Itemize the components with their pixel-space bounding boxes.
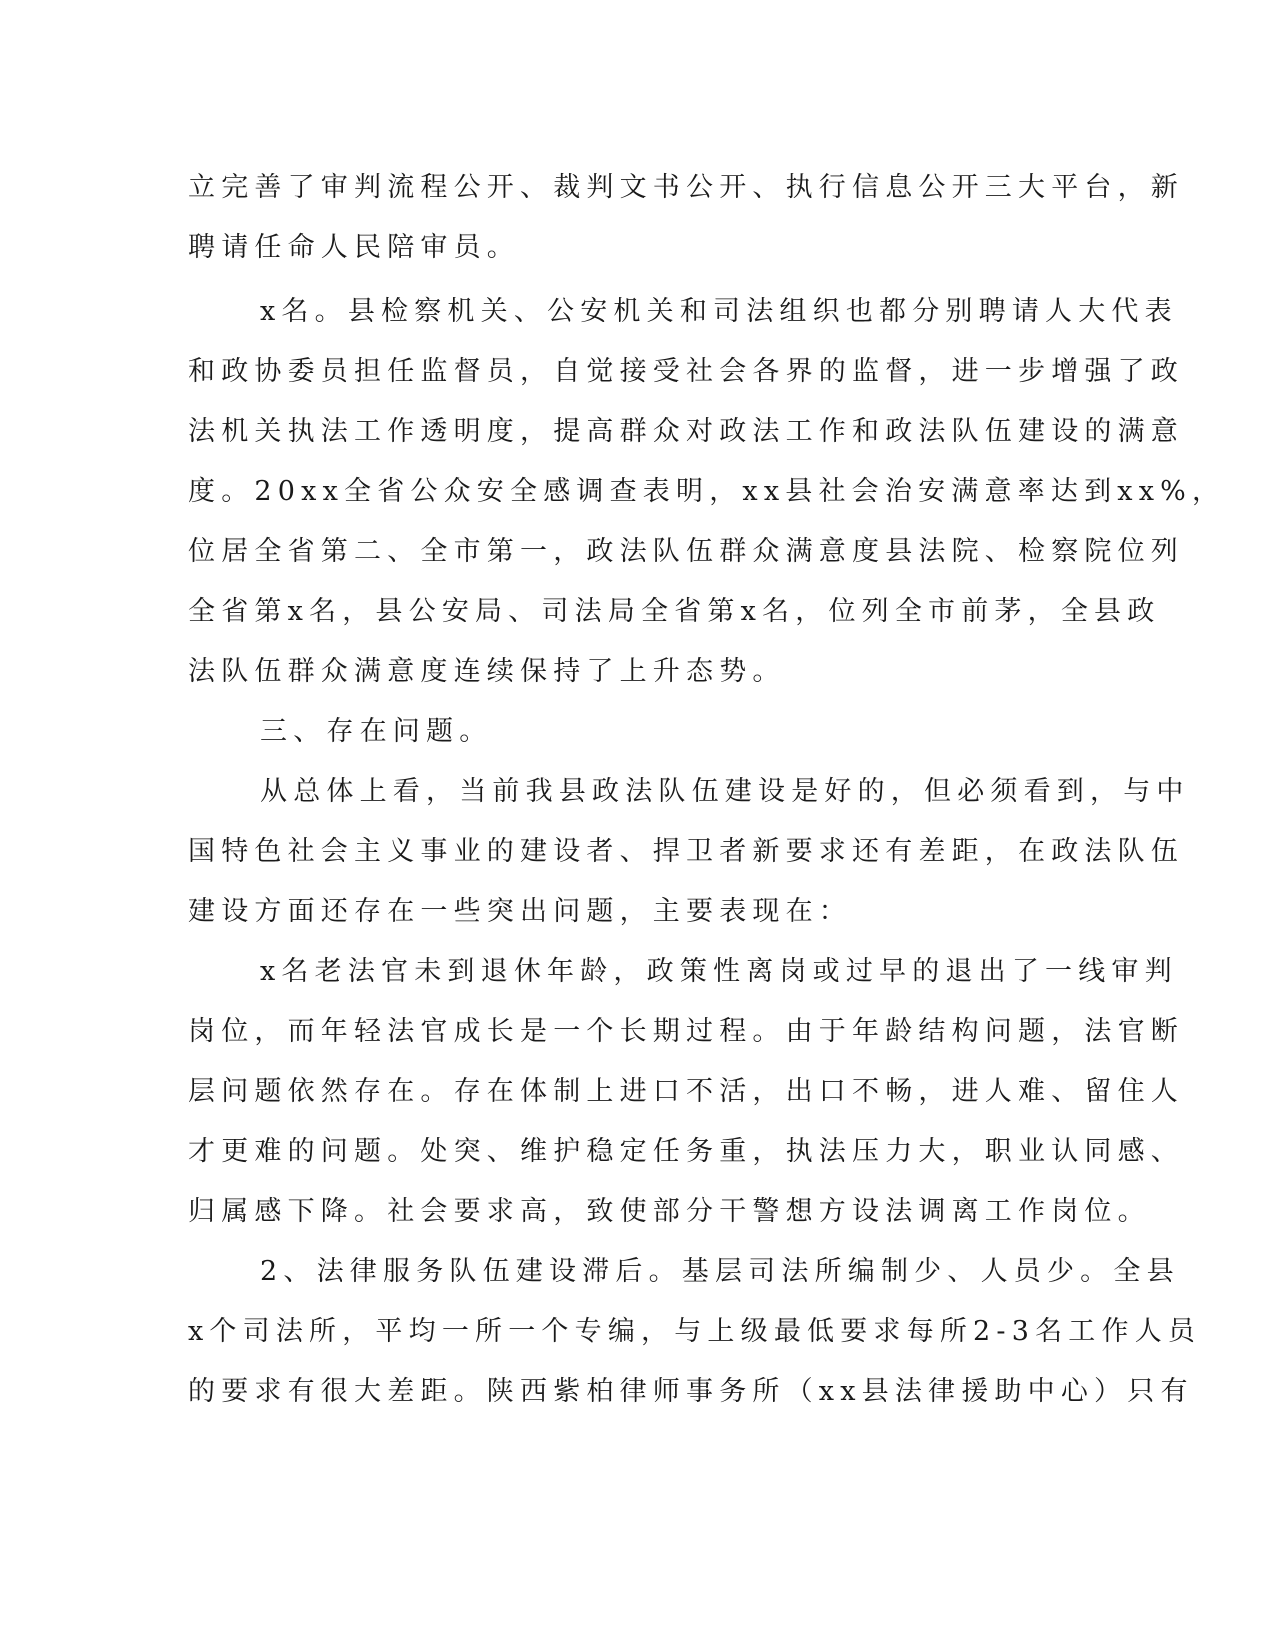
text-line-7: 位居全省第二、全市第一，政法队伍群众满意度县法院、检察院位列 (188, 536, 1184, 567)
text-line-19: 2、法律服务队伍建设滞后。基层司法所编制少、人员少。全县 (260, 1256, 1180, 1287)
text-line-4: 和政协委员担任监督员，自觉接受社会各界的监督，进一步增强了政 (188, 356, 1184, 387)
text-line-1: 立完善了审判流程公开、裁判文书公开、执行信息公开三大平台，新 (188, 172, 1184, 203)
text-line-15: 岗位，而年轻法官成长是一个长期过程。由于年龄结构问题，法官断 (188, 1016, 1184, 1047)
section-heading: 三、存在问题。 (260, 716, 493, 747)
text-line-5: 法机关执法工作透明度，提高群众对政法工作和政法队伍建设的满意 (188, 416, 1184, 447)
text-line-17: 才更难的问题。处突、维护稳定任务重，执法压力大，职业认同感、 (188, 1136, 1184, 1167)
text-line-20: x个司法所，平均一所一个专编，与上级最低要求每所2-3名工作人员 (188, 1316, 1202, 1347)
text-line-9: 法队伍群众满意度连续保持了上升态势。 (188, 656, 786, 687)
text-line-3: x名。县检察机关、公安机关和司法组织也都分别聘请人大代表 (260, 296, 1178, 327)
text-line-2: 聘请任命人民陪审员。 (188, 232, 520, 263)
text-line-11: 从总体上看，当前我县政法队伍建设是好的，但必须看到，与中 (260, 776, 1190, 807)
text-line-16: 层问题依然存在。存在体制上进口不活，出口不畅，进人难、留住人 (188, 1076, 1184, 1107)
text-line-12: 国特色社会主义事业的建设者、捍卫者新要求还有差距，在政法队伍 (188, 836, 1184, 867)
text-line-8: 全省第x名，县公安局、司法局全省第x名，位列全市前茅，全县政 (188, 596, 1161, 627)
text-line-21: 的要求有很大差距。陕西紫柏律师事务所（xx县法律援助中心）只有 (188, 1376, 1194, 1407)
text-line-13: 建设方面还存在一些突出问题，主要表现在： (188, 896, 852, 927)
text-line-14: x名老法官未到退休年龄，政策性离岗或过早的退出了一线审判 (260, 956, 1178, 987)
text-line-18: 归属感下降。社会要求高，致使部分干警想方设法调离工作岗位。 (188, 1196, 1151, 1227)
text-line-6: 度。20xx全省公众安全感调查表明，xx县社会治安满意率达到xx%， (188, 476, 1226, 507)
